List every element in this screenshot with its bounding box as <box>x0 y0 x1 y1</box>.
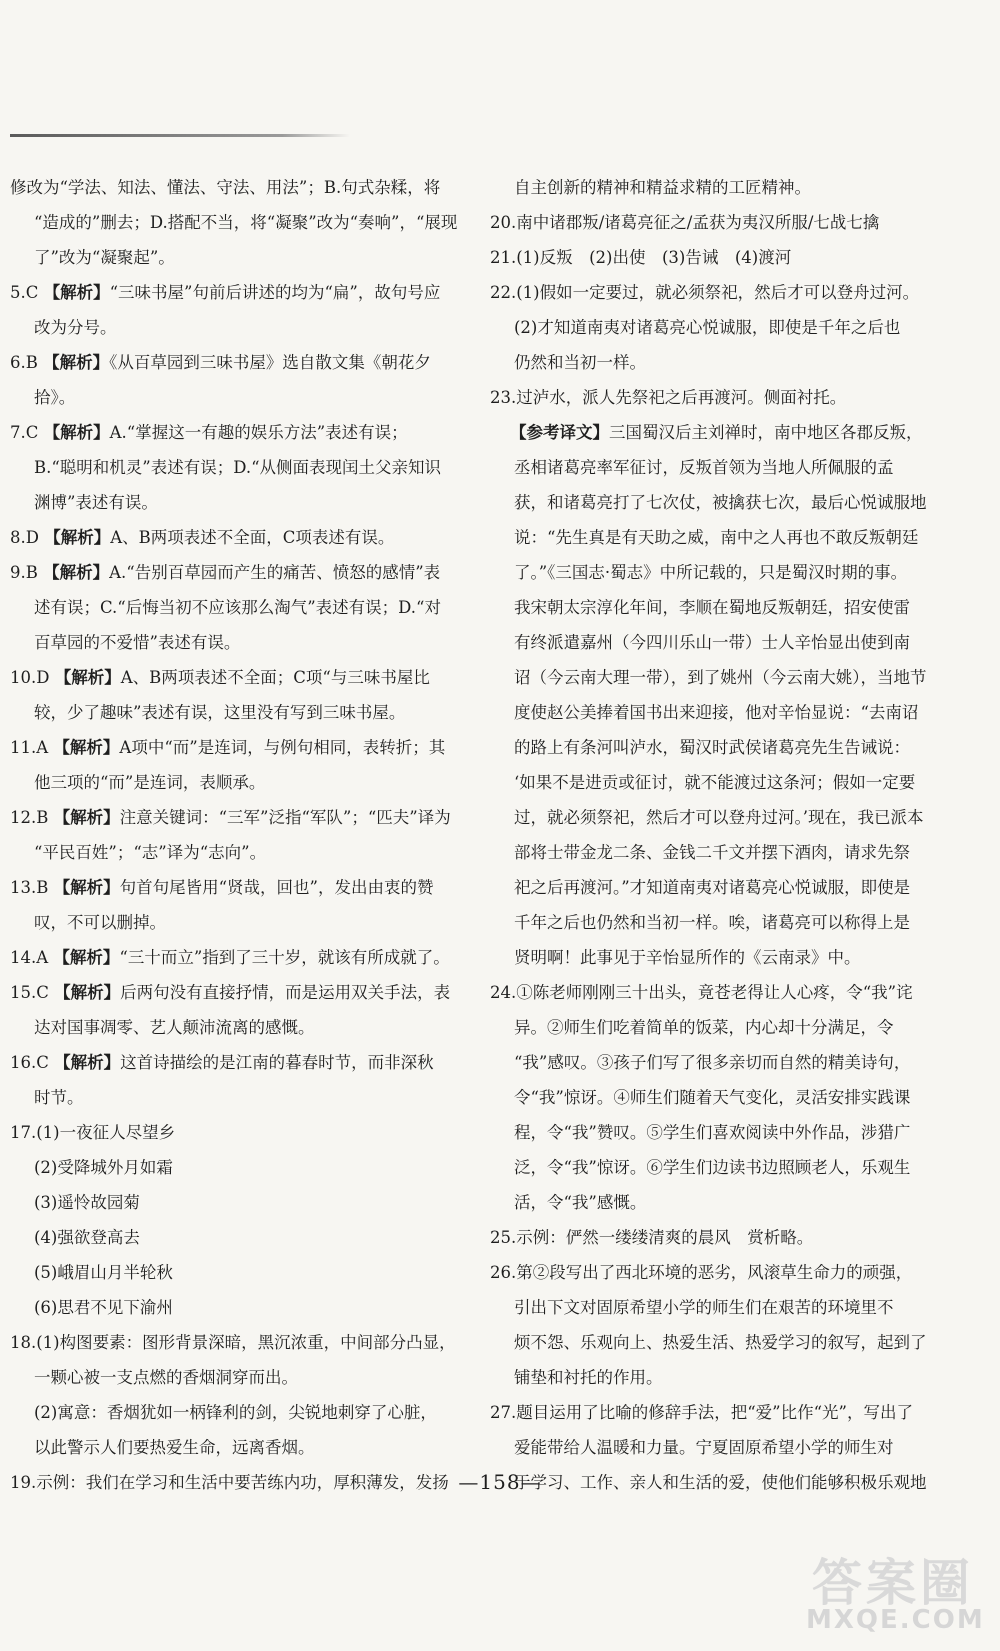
analysis-tag: 【解析】 <box>54 1053 121 1072</box>
text-line <box>10 835 472 870</box>
line-text: 这首诗描绘的是江南的暮春时节，而非深秋 <box>120 1053 434 1072</box>
line-text: A、B两项表述不全面；C项“与三味书屋比 <box>120 668 430 687</box>
text-line <box>10 1010 472 1045</box>
line-text: 叹，不可以删掉。 <box>34 913 166 932</box>
line-text: 述有误；C.“后悔当初不应该那么淘气”表述有误；D.“对 <box>34 598 441 617</box>
text-line <box>490 555 954 590</box>
analysis-tag: 【参考译文】 <box>510 423 609 442</box>
analysis-tag: 【解析】 <box>53 878 120 897</box>
line-text: “平民百姓”；“志”译为“志向”。 <box>34 843 267 862</box>
line-text: 祀之后再渡河。”才知道南夷对诸葛亮心悦诚服，即使是 <box>514 878 911 897</box>
page-number: —158— <box>458 1470 542 1494</box>
item-number: 7.C <box>10 423 39 442</box>
text-line <box>490 1395 954 1430</box>
line-text: “造成的”删去；D.搭配不当，将“凝聚”改为“奏响”，“展现 <box>34 213 458 232</box>
text-line <box>490 590 954 625</box>
line-text: (2)才知道南夷对诸葛亮心悦诚服，即使是千年之后也 <box>514 318 901 337</box>
text-line <box>490 1150 954 1185</box>
text-line <box>10 415 472 450</box>
text-line <box>10 1080 472 1115</box>
line-text: 贤明啊！此事见于辛怡显所作的《云南录》中。 <box>514 948 861 967</box>
text-line <box>490 1220 954 1255</box>
text-line <box>10 1290 472 1325</box>
line-text: 一颗心被一支点燃的香烟洞穿而出。 <box>34 1368 298 1387</box>
line-text: 泛，令“我”惊讶。⑥学生们边读书边照顾老人，乐观生 <box>514 1158 911 1177</box>
text-line <box>490 765 954 800</box>
text-line <box>490 310 954 345</box>
text-line <box>10 1255 472 1290</box>
line-text: 后两句没有直接抒情，而是运用双关手法，表 <box>120 983 451 1002</box>
text-line <box>490 905 954 940</box>
text-line <box>490 170 954 205</box>
text-line <box>490 940 954 975</box>
line-text: 南中诸郡叛/诸葛亮征之/孟获为夷汉所服/七战七擒 <box>516 213 880 232</box>
text-line <box>10 1115 472 1150</box>
line-text: 时节。 <box>34 1088 84 1107</box>
line-text: 度使赵公美捧着国书出来迎接，他对辛怡显说：“去南诏 <box>514 703 919 722</box>
line-text: 引出下文对固原希望小学的师生们在艰苦的环境里不 <box>514 1298 894 1317</box>
text-line <box>10 975 472 1010</box>
item-number: 24. <box>490 983 517 1002</box>
text-line <box>10 905 472 940</box>
item-number: 25. <box>490 1228 517 1247</box>
text-line <box>490 695 954 730</box>
analysis-tag: 【解析】 <box>54 983 121 1002</box>
line-text: (1)构图要素：图形背景深暗，黑沉浓重，中间部分凸显， <box>36 1333 456 1352</box>
analysis-tag: 【解析】 <box>43 563 110 582</box>
text-line <box>490 1290 954 1325</box>
item-number: 12.B <box>10 808 49 827</box>
line-text: 了”改为“凝聚起”。 <box>34 248 175 267</box>
text-line <box>10 520 472 555</box>
line-text: 三国蜀汉后主刘禅时，南中地区各郡反叛， <box>609 423 923 442</box>
text-line <box>10 940 472 975</box>
line-text: 于学习、工作、亲人和生活的爱，使他们能够积极乐观地 <box>514 1473 927 1492</box>
item-number: 11.A <box>10 738 49 757</box>
line-text: 烦不怨、乐观向上、热爱生活、热爱学习的叙写，起到了 <box>514 1333 927 1352</box>
text-line <box>10 450 472 485</box>
analysis-tag: 【解析】 <box>53 738 120 757</box>
text-line <box>10 1430 472 1465</box>
analysis-tag: 【解析】 <box>53 948 120 967</box>
item-number: 5.C <box>10 283 39 302</box>
line-text: 获，和诸葛亮打了七次仗，被擒获七次，最后心悦诚服地 <box>514 493 927 512</box>
line-text: 过泸水，派人先祭祀之后再渡河。侧面衬托。 <box>516 388 847 407</box>
item-number: 8.D <box>10 528 39 547</box>
text-line <box>10 205 472 240</box>
line-text: 的路上有条河叫泸水，蜀汉时武侯诸葛亮先生告诫说： <box>514 738 910 757</box>
text-line <box>10 1185 472 1220</box>
text-line <box>490 380 954 415</box>
text-line <box>490 1255 954 1290</box>
line-text: A项中“而”是连词，与例句相同，表转折；其 <box>119 738 446 757</box>
line-text: 达对国事凋零、艺人颠沛流离的感慨。 <box>34 1018 315 1037</box>
text-line <box>10 555 472 590</box>
line-text: 示例：俨然一缕缕清爽的晨风 赏析略。 <box>516 1228 814 1247</box>
analysis-tag: 【解析】 <box>54 668 121 687</box>
line-text: 渊博”表述有误。 <box>34 493 158 512</box>
line-text: (1)反叛 (2)出使 (3)告诫 (4)渡河 <box>516 248 792 267</box>
text-line <box>490 1430 954 1465</box>
line-text: 部将士带金龙二条、金钱二千文并摆下酒肉，请求先祭 <box>514 843 910 862</box>
line-text: (2)受降城外月如霜 <box>34 1158 173 1177</box>
left-column <box>10 170 472 1500</box>
item-number: 17. <box>10 1123 37 1142</box>
text-line <box>10 380 472 415</box>
text-line <box>10 170 472 205</box>
text-line <box>490 730 954 765</box>
text-line <box>490 485 954 520</box>
text-line <box>490 450 954 485</box>
text-line <box>10 730 472 765</box>
line-text: (2)寓意：香烟犹如一柄锋利的剑，尖锐地刺穿了心脏， <box>34 1403 437 1422</box>
text-line <box>490 835 954 870</box>
text-line <box>490 800 954 835</box>
line-text: (5)峨眉山月半轮秋 <box>34 1263 173 1282</box>
line-text: 百草园的不爱惜”表述有误。 <box>34 633 241 652</box>
line-text: 令“我”惊讶。④师生们随着天气变化，灵活安排实践课 <box>514 1088 911 1107</box>
text-line <box>490 1185 954 1220</box>
line-text: (1)一夜征人尽望乡 <box>36 1123 176 1142</box>
line-text: 异。②师生们吃着简单的饭菜，内心却十分满足，令 <box>514 1018 894 1037</box>
line-text: A、B两项表述不全面，C项表述有误。 <box>110 528 395 547</box>
text-line <box>490 975 954 1010</box>
text-line <box>10 870 472 905</box>
line-text: B.“聪明和机灵”表述有误；D.“从侧面表现闰土父亲知识 <box>34 458 442 477</box>
text-line <box>490 660 954 695</box>
text-line <box>10 485 472 520</box>
line-text: 丞相诸葛亮率军征讨，反叛首领为当地人所佩服的孟 <box>514 458 894 477</box>
text-line <box>490 870 954 905</box>
right-column <box>490 170 954 1500</box>
text-line <box>490 1080 954 1115</box>
item-number: 14.A <box>10 948 49 967</box>
line-text: “我”感叹。③孩子们写了很多亲切而自然的精美诗句， <box>514 1053 911 1072</box>
item-number: 18. <box>10 1333 37 1352</box>
analysis-tag: 【解析】 <box>43 283 110 302</box>
watermark-mark: 答案圈 <box>812 1554 974 1612</box>
line-text: 拾》。 <box>34 388 76 407</box>
line-text: 题目运用了比喻的修辞手法，把“爱”比作“光”，写出了 <box>516 1403 913 1422</box>
line-text: A.“掌握这一有趣的娱乐方法”表述有误； <box>109 423 408 442</box>
text-line <box>490 520 954 555</box>
text-line <box>490 345 954 380</box>
text-line <box>490 1115 954 1150</box>
line-text: A.“告别百草园而产生的痛苦、愤怒的感情”表 <box>109 563 441 582</box>
analysis-tag: 【解析】 <box>53 808 120 827</box>
analysis-tag: 【解析】 <box>44 528 111 547</box>
text-line <box>10 1360 472 1395</box>
text-line <box>10 240 472 275</box>
text-line <box>10 800 472 835</box>
line-text: (4)强欲登高去 <box>34 1228 140 1247</box>
line-text: 示例：我们在学习和生活中要苦练内功，厚积薄发，发扬 <box>36 1473 449 1492</box>
item-number: 21. <box>490 248 517 267</box>
line-text: ‘如果不是进贡或征讨，就不能渡过这条河；假如一定要 <box>514 773 916 792</box>
text-line <box>10 310 472 345</box>
item-number: 20. <box>490 213 517 232</box>
line-text: 程，令“我”赞叹。⑤学生们喜欢阅读中外作品，涉猎广 <box>514 1123 911 1142</box>
text-line <box>10 275 472 310</box>
text-line <box>490 1325 954 1360</box>
line-text: 第②段写出了西北环境的恶劣，风滚草生命力的顽强， <box>516 1263 913 1282</box>
line-text: 爱能带给人温暖和力量。宁夏固原希望小学的师生对 <box>514 1438 894 1457</box>
item-number: 9.B <box>10 563 38 582</box>
text-line <box>10 1395 472 1430</box>
line-text: 自主创新的精神和精益求精的工匠精神。 <box>514 178 811 197</box>
line-text: 注意关键词：“三军”泛指“军队”；“匹夫”译为 <box>119 808 451 827</box>
text-line <box>490 625 954 660</box>
line-text: ①陈老师刚刚三十出头，竟苍老得让人心疼，令“我”诧 <box>516 983 913 1002</box>
text-line <box>10 625 472 660</box>
item-number: 6.B <box>10 353 38 372</box>
line-text: 修改为“学法、知法、懂法、守法、用法”；B.句式杂糅，将 <box>10 178 441 197</box>
line-text: (3)遥怜故园菊 <box>34 1193 140 1212</box>
item-number: 19. <box>10 1473 37 1492</box>
line-text: 他三项的“而”是连词，表顺承。 <box>34 773 266 792</box>
text-line <box>10 695 472 730</box>
text-line <box>490 205 954 240</box>
item-number: 22. <box>490 283 517 302</box>
line-text: 较，少了趣味”表述有误，这里没有写到三味书屋。 <box>34 703 406 722</box>
item-number: 16.C <box>10 1053 49 1072</box>
text-line <box>490 1045 954 1080</box>
line-text: 诏（今云南大理一带），到了姚州（今云南大姚），当地节 <box>514 668 927 687</box>
text-line <box>10 1045 472 1080</box>
line-text: (1)假如一定要过，就必须祭祀，然后才可以登舟过河。 <box>516 283 920 302</box>
text-line <box>490 275 954 310</box>
line-text: 句首句尾皆用“贤哉，回也”，发出由衷的赞 <box>119 878 434 897</box>
text-line <box>490 1360 954 1395</box>
line-text: 了。”《三国志·蜀志》中所记载的，只是蜀汉时期的事。 <box>514 563 908 582</box>
header-rule <box>10 134 350 137</box>
line-text: “三十而立”指到了三十岁，就该有所成就了。 <box>119 948 450 967</box>
watermark-site: MXQE.COM <box>806 1605 985 1635</box>
line-text: 有终派遣嘉州（今四川乐山一带）士人辛怡显出使到南 <box>514 633 910 652</box>
watermark-logo <box>794 1543 994 1643</box>
text-line <box>490 415 954 450</box>
item-number: 26. <box>490 1263 517 1282</box>
item-number: 15.C <box>10 983 49 1002</box>
line-text: 铺垫和衬托的作用。 <box>514 1368 663 1387</box>
item-number: 27. <box>490 1403 517 1422</box>
line-text: (6)思君不见下渝州 <box>34 1298 173 1317</box>
line-text: 《从百草园到三味书屋》选自散文集《朝花夕 <box>109 353 431 372</box>
analysis-tag: 【解析】 <box>43 353 110 372</box>
text-line <box>10 765 472 800</box>
line-text: 千年之后也仍然和当初一样。唉，诸葛亮可以称得上是 <box>514 913 910 932</box>
analysis-tag: 【解析】 <box>43 423 110 442</box>
text-line <box>490 240 954 275</box>
line-text: 活，令“我”感慨。 <box>514 1193 647 1212</box>
text-line <box>10 345 472 380</box>
item-number: 10.D <box>10 668 50 687</box>
line-text: 我宋朝太宗淳化年间，李顺在蜀地反叛朝廷，招安使雷 <box>514 598 910 617</box>
text-line <box>10 1150 472 1185</box>
text-line <box>10 1325 472 1360</box>
item-number: 13.B <box>10 878 49 897</box>
line-text: 改为分号。 <box>34 318 117 337</box>
line-text: 过，就必须祭祀，然后才可以登舟过河。’现在，我已派本 <box>514 808 924 827</box>
line-text: “三味书屋”句前后讲述的均为“扁”，故句号应 <box>109 283 441 302</box>
text-line <box>10 1220 472 1255</box>
line-text: 说：“先生真是有天助之威，南中之人再也不敢反叛朝廷 <box>514 528 919 547</box>
item-number: 23. <box>490 388 517 407</box>
text-line <box>10 590 472 625</box>
text-line <box>10 660 472 695</box>
text-line <box>490 1010 954 1045</box>
line-text: 以此警示人们要热爱生命，远离香烟。 <box>34 1438 315 1457</box>
line-text: 仍然和当初一样。 <box>514 353 646 372</box>
